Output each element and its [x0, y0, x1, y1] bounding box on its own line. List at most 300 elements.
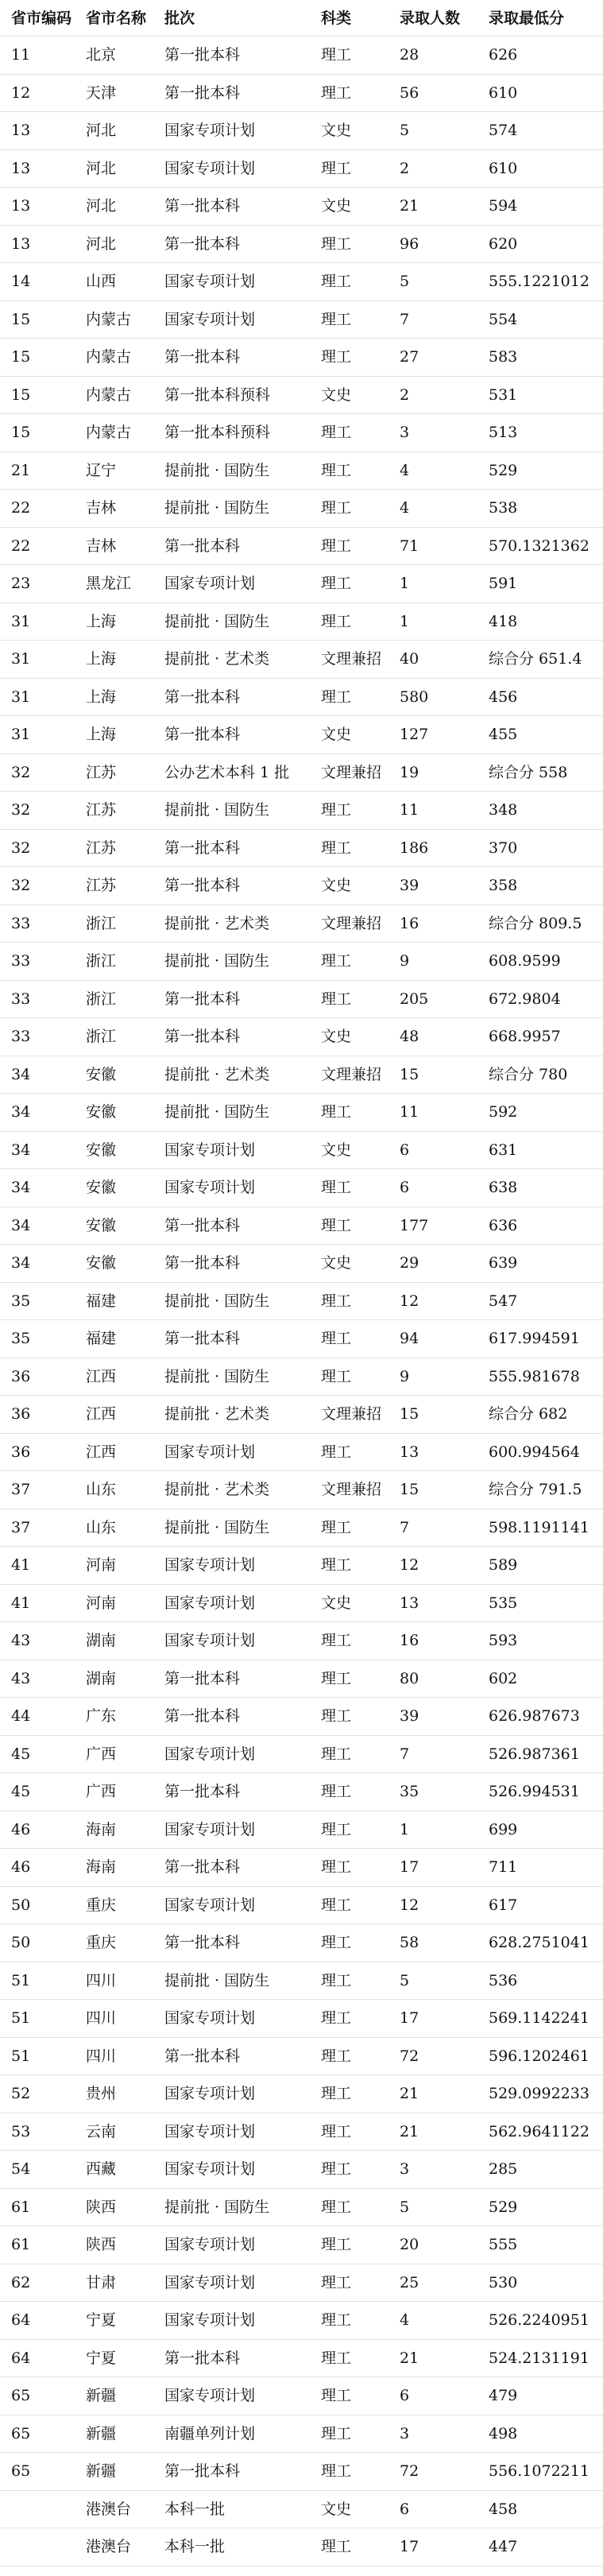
min-score-cell: 370	[489, 839, 518, 857]
category-cell: 理工	[321, 1820, 352, 1838]
province-name-cell: 广西	[86, 1745, 117, 1763]
admitted-count-cell: 16	[400, 914, 419, 932]
batch-cell: 国家专项计划	[164, 1141, 256, 1159]
province-code-cell: 61	[11, 2236, 31, 2253]
table-row	[0, 1018, 603, 1056]
batch-cell: 第一批本科	[164, 2349, 241, 2367]
table-row	[0, 452, 603, 490]
province-code-cell: 13	[11, 159, 31, 177]
batch-cell: 第一批本科	[164, 234, 241, 253]
province-name-cell: 天津	[86, 83, 117, 102]
batch-cell: 国家专项计划	[164, 1820, 256, 1838]
table-row	[0, 905, 603, 943]
min-score-cell: 530	[489, 2273, 518, 2291]
category-cell: 理工	[321, 159, 352, 177]
min-score-cell: 458	[489, 2500, 518, 2518]
category-cell: 文史	[321, 1141, 352, 1159]
admitted-count-cell: 4	[400, 499, 410, 517]
batch-cell: 提前批 · 国防生	[164, 1367, 270, 1385]
category-cell: 文理兼招	[321, 1481, 382, 1498]
category-cell: 文理兼招	[321, 763, 382, 781]
category-cell: 文史	[321, 197, 352, 215]
category-cell: 理工	[321, 2311, 352, 2329]
admitted-count-cell: 186	[400, 839, 429, 857]
category-cell: 文理兼招	[321, 650, 382, 668]
table-row	[0, 1736, 603, 1774]
header-batch: 批次	[164, 10, 195, 27]
category-cell: 文理兼招	[321, 914, 382, 932]
min-score-cell: 536	[489, 1971, 518, 1989]
admitted-count-cell: 6	[400, 2387, 410, 2404]
admitted-count-cell: 17	[400, 1858, 419, 1876]
province-name-cell: 四川	[86, 2009, 117, 2027]
batch-cell: 国家专项计划	[164, 1556, 256, 1574]
admitted-count-cell: 6	[400, 1141, 410, 1159]
province-code-cell: 34	[11, 1179, 31, 1196]
province-name-cell: 山东	[86, 1481, 117, 1498]
admitted-count-cell: 48	[400, 1028, 419, 1045]
table-row	[0, 1509, 603, 1548]
province-name-cell: 江苏	[86, 839, 117, 857]
table-row	[0, 603, 603, 641]
min-score-cell: 589	[489, 1556, 518, 1574]
category-cell: 理工	[321, 1556, 352, 1574]
batch-cell: 第一批本科	[164, 726, 241, 743]
province-name-cell: 内蒙古	[86, 424, 132, 441]
admitted-count-cell: 15	[400, 1405, 419, 1423]
batch-cell: 国家专项计划	[164, 2311, 256, 2329]
table-row	[0, 2377, 603, 2415]
province-name-cell: 江苏	[86, 801, 117, 819]
province-code-cell: 43	[11, 1669, 31, 1687]
min-score-cell: 综合分 558	[489, 763, 568, 781]
batch-cell: 国家专项计划	[164, 2236, 256, 2253]
batch-cell: 国家专项计划	[164, 310, 256, 328]
category-cell: 理工	[321, 801, 352, 819]
category-cell: 理工	[321, 1632, 352, 1649]
province-name-cell: 江西	[86, 1405, 117, 1423]
table-row	[0, 112, 603, 150]
admitted-count-cell: 13	[400, 1443, 419, 1461]
batch-cell: 提前批 · 艺术类	[164, 1405, 270, 1423]
category-cell: 理工	[321, 310, 352, 328]
batch-cell: 第一批本科	[164, 537, 241, 555]
province-name-cell: 上海	[86, 688, 117, 706]
province-name-cell: 江苏	[86, 877, 117, 894]
table-row	[0, 1207, 603, 1245]
admitted-count-cell: 27	[400, 348, 419, 366]
header-min-score: 录取最低分	[489, 10, 565, 27]
batch-cell: 第一批本科	[164, 1254, 241, 1272]
category-cell: 理工	[321, 461, 352, 479]
category-cell: 理工	[321, 1292, 352, 1310]
admitted-count-cell: 21	[400, 2122, 419, 2140]
table-row	[0, 1773, 603, 1811]
category-cell: 理工	[321, 612, 352, 630]
category-cell: 理工	[321, 2236, 352, 2253]
table-row	[0, 2491, 603, 2529]
table-row	[0, 263, 603, 301]
province-name-cell: 浙江	[86, 914, 117, 932]
category-cell: 理工	[321, 1745, 352, 1763]
province-code-cell: 51	[11, 2009, 31, 2027]
batch-cell: 第一批本科	[164, 2462, 241, 2480]
table-row	[0, 301, 603, 339]
table-row	[0, 641, 603, 679]
batch-cell: 提前批 · 国防生	[164, 1292, 270, 1310]
province-name-cell: 内蒙古	[86, 310, 132, 328]
batch-cell: 提前批 · 艺术类	[164, 650, 270, 668]
admitted-count-cell: 12	[400, 1896, 419, 1914]
table-row	[0, 1283, 603, 1321]
category-cell: 文理兼招	[321, 1405, 382, 1423]
category-cell: 理工	[321, 1934, 352, 1951]
min-score-cell: 600.994564	[489, 1443, 580, 1461]
admitted-count-cell: 1	[400, 612, 410, 630]
batch-cell: 提前批 · 国防生	[164, 1518, 270, 1536]
min-score-cell: 348	[489, 801, 518, 819]
admitted-count-cell: 5	[400, 122, 410, 139]
province-name-cell: 内蒙古	[86, 348, 132, 366]
province-code-cell: 36	[11, 1405, 31, 1423]
admitted-count-cell: 40	[400, 650, 419, 668]
category-cell: 理工	[321, 234, 352, 253]
table-body	[0, 37, 603, 2566]
province-name-cell: 宁夏	[86, 2349, 117, 2367]
province-name-cell: 重庆	[86, 1896, 117, 1914]
min-score-cell: 610	[489, 83, 518, 102]
batch-cell: 第一批本科	[164, 46, 241, 64]
min-score-cell: 524.2131191	[489, 2349, 589, 2367]
category-cell: 理工	[321, 499, 352, 517]
province-code-cell: 65	[11, 2387, 31, 2404]
batch-cell: 提前批 · 国防生	[164, 1971, 270, 1989]
min-score-cell: 529	[489, 2198, 518, 2216]
category-cell: 理工	[321, 1179, 352, 1196]
batch-cell: 第一批本科	[164, 1783, 241, 1800]
province-code-cell: 45	[11, 1783, 31, 1800]
province-name-cell: 内蒙古	[86, 385, 132, 404]
table-row	[0, 1698, 603, 1736]
province-name-cell: 河北	[86, 159, 117, 177]
batch-cell: 国家专项计划	[164, 1443, 256, 1461]
table-row	[0, 414, 603, 452]
batch-cell: 国家专项计划	[164, 2273, 256, 2291]
admitted-count-cell: 12	[400, 1292, 419, 1310]
admitted-count-cell: 5	[400, 273, 410, 290]
admitted-count-cell: 28	[400, 46, 419, 64]
province-code-cell: 37	[11, 1518, 31, 1536]
province-code-cell: 15	[11, 424, 31, 441]
category-cell: 理工	[321, 348, 352, 366]
province-code-cell: 21	[11, 461, 31, 479]
min-score-cell: 455	[489, 726, 518, 743]
min-score-cell: 608.9599	[489, 952, 561, 970]
min-score-cell: 526.2240951	[489, 2311, 589, 2329]
table-row	[0, 490, 603, 528]
table-row	[0, 37, 603, 75]
batch-cell: 国家专项计划	[164, 575, 256, 592]
batch-cell: 第一批本科	[164, 877, 241, 894]
province-code-cell: 33	[11, 1028, 31, 1045]
table-row	[0, 2000, 603, 2038]
province-name-cell: 福建	[86, 1330, 117, 1347]
province-name-cell: 海南	[86, 1820, 117, 1838]
category-cell: 文史	[321, 1028, 352, 1045]
table-row	[0, 716, 603, 754]
table-row	[0, 1434, 603, 1472]
min-score-cell: 285	[489, 2160, 518, 2178]
admitted-count-cell: 4	[400, 461, 410, 479]
table-row	[0, 2453, 603, 2491]
min-score-cell: 529.0992233	[489, 2085, 589, 2102]
province-code-cell: 33	[11, 914, 31, 932]
admitted-count-cell: 13	[400, 1594, 419, 1612]
batch-cell: 提前批 · 国防生	[164, 801, 270, 819]
admitted-count-cell: 127	[400, 726, 429, 743]
batch-cell: 国家专项计划	[164, 122, 256, 139]
province-name-cell: 黑龙江	[86, 575, 132, 592]
province-name-cell: 陕西	[86, 2198, 117, 2216]
category-cell: 理工	[321, 1971, 352, 1989]
province-name-cell: 新疆	[86, 2387, 117, 2404]
province-code-cell: 15	[11, 385, 31, 404]
table-row	[0, 867, 603, 905]
category-cell: 理工	[321, 1367, 352, 1385]
category-cell: 理工	[321, 1103, 352, 1121]
batch-cell: 国家专项计划	[164, 1632, 256, 1649]
province-code-cell: 14	[11, 273, 31, 290]
province-code-cell: 13	[11, 197, 31, 215]
province-code-cell: 53	[11, 2122, 31, 2140]
batch-cell: 提前批 · 国防生	[164, 952, 270, 970]
min-score-cell: 555.981678	[489, 1367, 580, 1385]
min-score-cell: 598.1191141	[489, 1518, 589, 1536]
province-code-cell: 31	[11, 726, 31, 743]
min-score-cell: 531	[489, 385, 518, 404]
min-score-cell: 358	[489, 877, 518, 894]
table-row	[0, 2151, 603, 2189]
province-code-cell: 50	[11, 1934, 31, 1951]
province-code-cell: 61	[11, 2198, 31, 2216]
admitted-count-cell: 7	[400, 310, 410, 328]
min-score-cell: 631	[489, 1141, 518, 1159]
province-name-cell: 安徽	[86, 1141, 117, 1159]
province-name-cell: 云南	[86, 2122, 117, 2140]
category-cell: 理工	[321, 83, 352, 102]
min-score-cell: 626	[489, 46, 518, 64]
province-name-cell: 河南	[86, 1594, 117, 1612]
table-row	[0, 1169, 603, 1207]
batch-cell: 第一批本科	[164, 2047, 241, 2065]
province-code-cell: 32	[11, 801, 31, 819]
province-name-cell: 上海	[86, 612, 117, 630]
min-score-cell: 591	[489, 575, 518, 592]
province-code-cell: 64	[11, 2349, 31, 2367]
table-row	[0, 1358, 603, 1396]
table-row	[0, 1245, 603, 1283]
admitted-count-cell: 15	[400, 1065, 419, 1083]
table-row	[0, 377, 603, 415]
admitted-count-cell: 16	[400, 1632, 419, 1649]
min-score-cell: 596.1202461	[489, 2047, 589, 2065]
province-code-cell: 13	[11, 122, 31, 139]
province-name-cell: 四川	[86, 1971, 117, 1989]
min-score-cell: 626.987673	[489, 1707, 580, 1725]
table-row	[0, 1094, 603, 1132]
category-cell: 文史	[321, 122, 352, 139]
province-code-cell: 64	[11, 2311, 31, 2329]
province-name-cell: 吉林	[86, 537, 117, 555]
province-code-cell: 15	[11, 310, 31, 328]
admitted-count-cell: 72	[400, 2047, 419, 2065]
table-row	[0, 1622, 603, 1660]
table-row	[0, 75, 603, 113]
table-row	[0, 2302, 603, 2340]
batch-cell: 国家专项计划	[164, 273, 256, 290]
batch-cell: 提前批 · 国防生	[164, 1103, 270, 1121]
min-score-cell: 593	[489, 1632, 518, 1649]
province-name-cell: 河北	[86, 197, 117, 215]
admitted-count-cell: 72	[400, 2462, 419, 2480]
table-row	[0, 1962, 603, 2001]
batch-cell: 第一批本科	[164, 688, 241, 706]
admitted-count-cell: 15	[400, 1481, 419, 1498]
min-score-cell: 592	[489, 1103, 518, 1121]
province-code-cell: 31	[11, 650, 31, 668]
category-cell: 文理兼招	[321, 1065, 382, 1083]
table-row	[0, 2038, 603, 2076]
province-name-cell: 北京	[86, 46, 117, 64]
province-code-cell: 41	[11, 1556, 31, 1574]
province-code-cell: 13	[11, 234, 31, 253]
table-row	[0, 2226, 603, 2264]
province-code-cell: 44	[11, 1707, 31, 1725]
min-score-cell: 610	[489, 159, 518, 177]
header-admitted-count: 录取人数	[400, 10, 461, 27]
table-row	[0, 2528, 603, 2566]
category-cell: 理工	[321, 839, 352, 857]
admitted-count-cell: 71	[400, 537, 419, 555]
province-name-cell: 安徽	[86, 1065, 117, 1083]
admitted-count-cell: 17	[400, 2009, 419, 2027]
province-name-cell: 四川	[86, 2047, 117, 2065]
category-cell: 理工	[321, 2462, 352, 2480]
province-name-cell: 浙江	[86, 952, 117, 970]
table-row	[0, 226, 603, 264]
table-row	[0, 188, 603, 226]
min-score-cell: 547	[489, 1292, 518, 1310]
header-province-name: 省市名称	[86, 10, 147, 27]
min-score-cell: 综合分 791.5	[489, 1481, 582, 1498]
category-cell: 理工	[321, 2122, 352, 2140]
batch-cell: 第一批本科	[164, 1858, 241, 1876]
province-name-cell: 陕西	[86, 2236, 117, 2253]
province-name-cell: 江西	[86, 1367, 117, 1385]
min-score-cell: 479	[489, 2387, 518, 2404]
province-name-cell: 江苏	[86, 763, 117, 781]
province-code-cell: 34	[11, 1103, 31, 1121]
category-cell: 理工	[321, 952, 352, 970]
table-row	[0, 1056, 603, 1094]
admitted-count-cell: 19	[400, 763, 419, 781]
batch-cell: 国家专项计划	[164, 2009, 256, 2027]
batch-cell: 第一批本科	[164, 990, 241, 1008]
batch-cell: 第一批本科	[164, 839, 241, 857]
admitted-count-cell: 177	[400, 1216, 429, 1234]
category-cell: 理工	[321, 2387, 352, 2404]
province-code-cell: 51	[11, 2047, 31, 2065]
province-name-cell: 西藏	[86, 2160, 117, 2178]
category-cell: 理工	[321, 2085, 352, 2102]
admitted-count-cell: 5	[400, 1971, 410, 1989]
category-cell: 理工	[321, 46, 352, 64]
admitted-count-cell: 94	[400, 1330, 419, 1347]
min-score-cell: 498	[489, 2424, 518, 2442]
min-score-cell: 555	[489, 2236, 518, 2253]
table-row	[0, 1320, 603, 1358]
category-cell: 理工	[321, 2198, 352, 2216]
table-row	[0, 943, 603, 981]
min-score-cell: 526.987361	[489, 1745, 580, 1763]
batch-cell: 国家专项计划	[164, 2387, 256, 2404]
min-score-cell: 617.994591	[489, 1330, 580, 1347]
province-code-cell: 52	[11, 2085, 31, 2102]
admitted-count-cell: 21	[400, 2085, 419, 2102]
province-name-cell: 河北	[86, 122, 117, 139]
province-name-cell: 辽宁	[86, 461, 117, 479]
min-score-cell: 447	[489, 2538, 518, 2555]
category-cell: 理工	[321, 1896, 352, 1914]
province-code-cell: 45	[11, 1745, 31, 1763]
table-row	[0, 981, 603, 1019]
table-header-row	[0, 0, 603, 37]
admitted-count-cell: 21	[400, 197, 419, 215]
admitted-count-cell: 1	[400, 575, 410, 592]
category-cell: 文史	[321, 1254, 352, 1272]
admitted-count-cell: 3	[400, 424, 410, 441]
batch-cell: 提前批 · 艺术类	[164, 1481, 270, 1498]
category-cell: 文史	[321, 2500, 352, 2518]
batch-cell: 第一批本科	[164, 1028, 241, 1045]
min-score-cell: 711	[489, 1858, 518, 1876]
table-row	[0, 1849, 603, 1887]
admitted-count-cell: 6	[400, 1179, 410, 1196]
province-name-cell: 广东	[86, 1707, 117, 1725]
admitted-count-cell: 205	[400, 990, 429, 1008]
batch-cell: 提前批 · 国防生	[164, 612, 270, 630]
admitted-count-cell: 7	[400, 1745, 410, 1763]
category-cell: 理工	[321, 1707, 352, 1725]
admitted-count-cell: 21	[400, 2349, 419, 2367]
province-code-cell: 34	[11, 1254, 31, 1272]
min-score-cell: 556.1072211	[489, 2462, 589, 2480]
admitted-count-cell: 58	[400, 1934, 419, 1951]
province-code-cell: 23	[11, 575, 31, 592]
batch-cell: 第一批本科预科	[164, 385, 271, 404]
min-score-cell: 636	[489, 1216, 518, 1234]
admitted-count-cell: 3	[400, 2160, 410, 2178]
admitted-count-cell: 11	[400, 801, 419, 819]
min-score-cell: 综合分 651.4	[489, 650, 582, 668]
min-score-cell: 562.9641122	[489, 2122, 589, 2140]
province-name-cell: 重庆	[86, 1934, 117, 1951]
table-row	[0, 150, 603, 188]
province-name-cell: 海南	[86, 1858, 117, 1876]
province-code-cell: 34	[11, 1065, 31, 1083]
province-name-cell: 湖南	[86, 1669, 117, 1687]
admitted-count-cell: 1	[400, 1820, 410, 1838]
